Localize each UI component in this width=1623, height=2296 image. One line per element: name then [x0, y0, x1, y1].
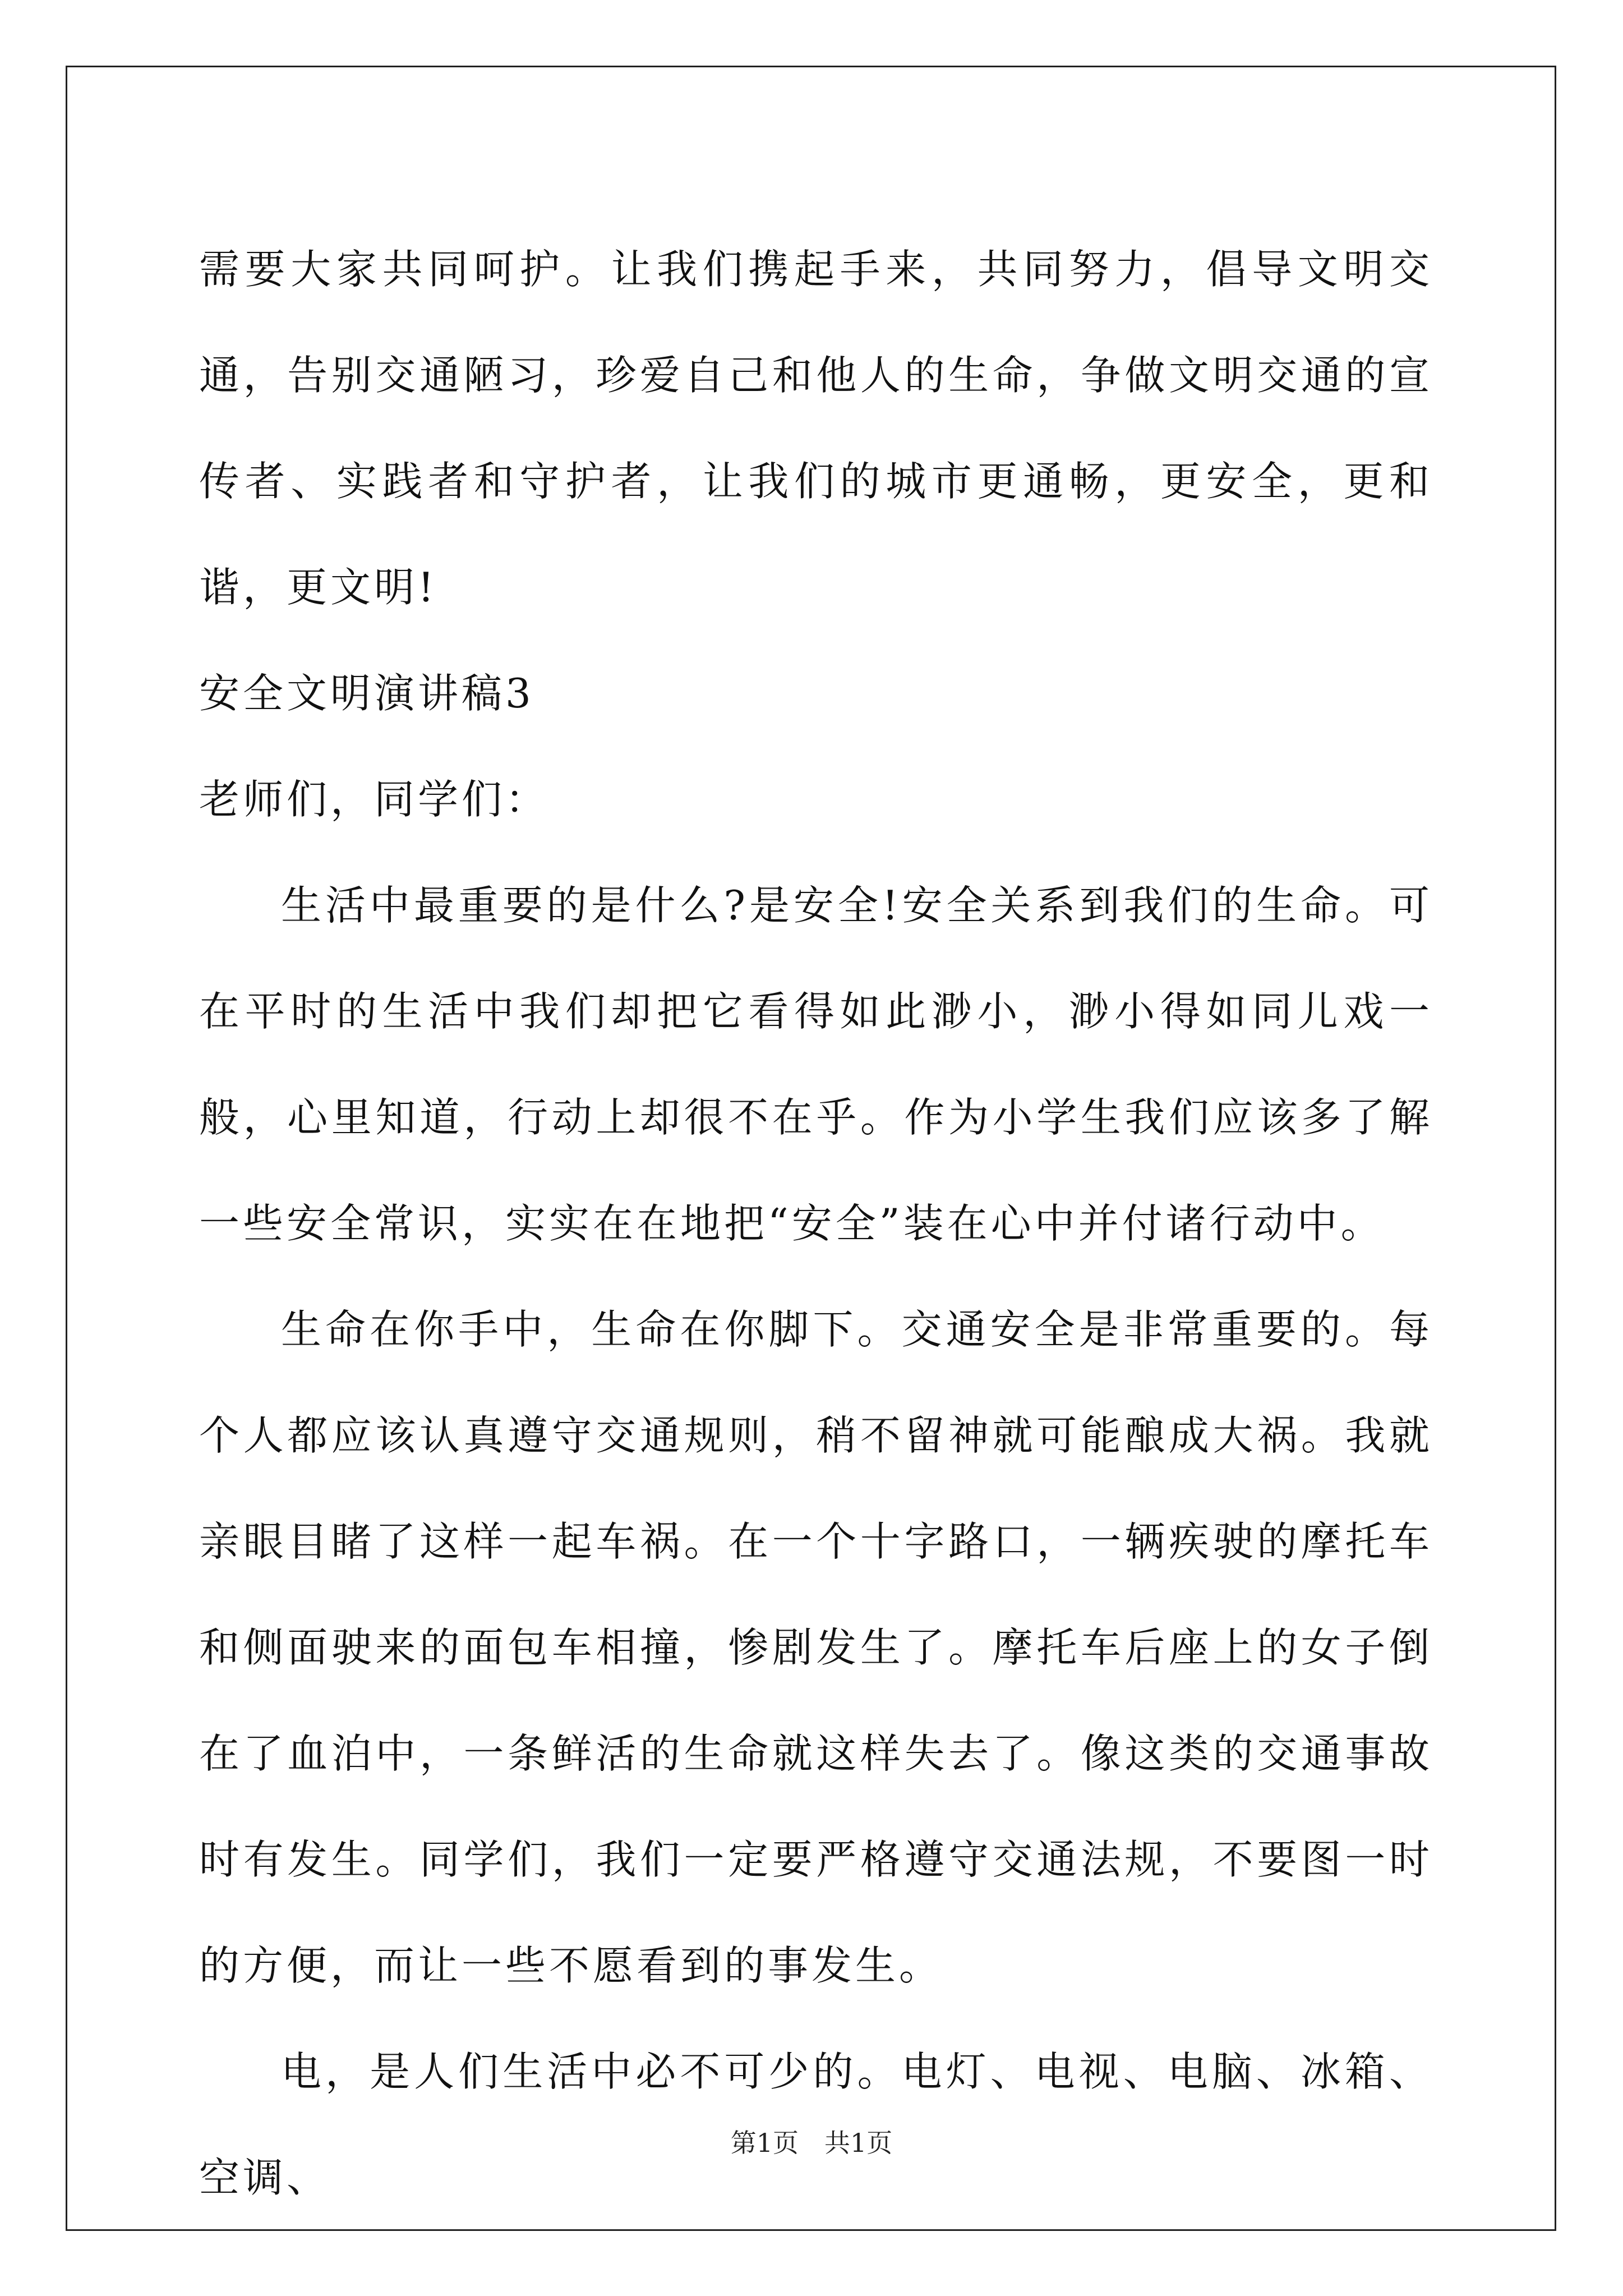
section-heading: 安全文明演讲稿3 [199, 670, 534, 717]
paragraph-safety-importance: 生活中最重要的是什么?是安全!安全关系到我们的生命。可在平时的生活中我们却把它看得如此渺小，渺小得如同儿戏一般，心里知道，行动上却很不在乎。作为小学生我们应该多了解一些安全常识，实实在在地把“安全”装在心中并付诸行动中。 [199, 882, 1433, 1247]
paragraph-closing-appeal: 需要大家共同呵护。让我们携起手来，共同努力，倡导文明交通，告别交通陋习，珍爱自己和他人的生命，争做文明交通的宣传者、实践者和守护者，让我们的城市更通畅，更安全，更和谐，更文明! [199, 246, 1433, 611]
paragraph-traffic-safety: 生命在你手中，生命在你脚下。交通安全是非常重要的。每个人都应该认真遵守交通规则，稍不留神就可能酿成大祸。我就亲眼目睹了这样一起车祸。在一个十字路口，一辆疾驶的摩托车和侧面驶来的面包车相撞，惨剧发生了。摩托车后座上的女子倒在了血泊中，一条鲜活的生命就这样失去了。像这类的交通事故时有发生。同学们，我们一定要严格遵守交通法规，不要图一时的方便，而让一些不愿看到的事发生。 [199, 1306, 1433, 1989]
salutation: 老师们，同学们： [199, 776, 550, 823]
page-number-footer: 第1页 共1页 [730, 2128, 893, 2158]
paragraph-electricity: 电，是人们生活中必不可少的。电灯、电视、电脑、冰箱、空调、 [199, 2048, 1433, 2201]
document-body [199, 217, 1433, 2231]
